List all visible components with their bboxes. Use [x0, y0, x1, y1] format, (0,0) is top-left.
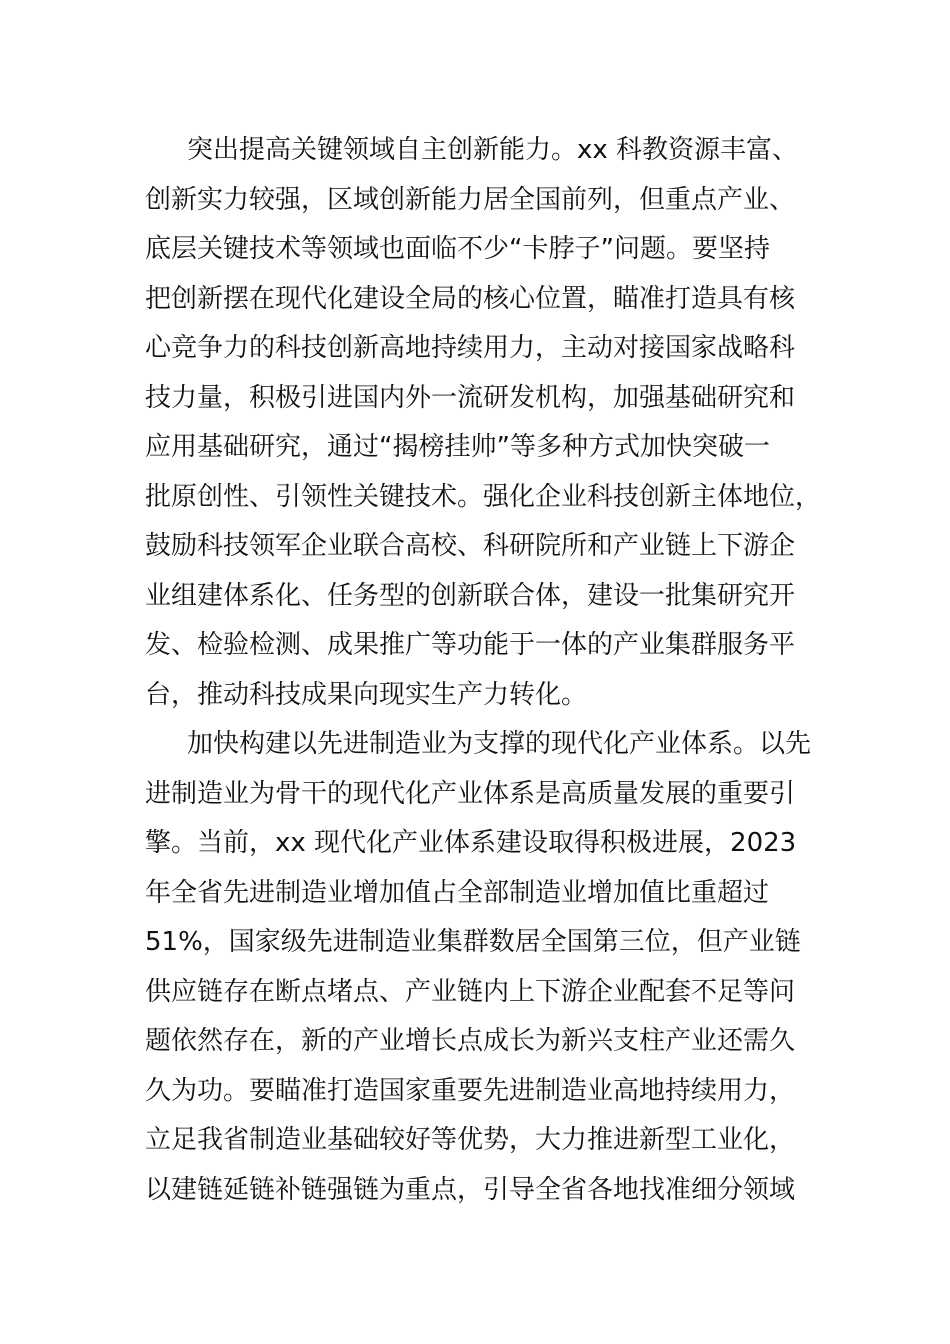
paragraph-line: 供应链存在断点堵点、产业链内上下游企业配套不足等问	[145, 976, 796, 1007]
paragraph-line: 底层关键技术等领域也面临不少“卡脖子”问题。要坚持	[145, 234, 770, 264]
paragraph-line: 51%，国家级先进制造业集群数居全国第三位，但产业链	[145, 927, 801, 957]
paragraph-line: 技力量，积极引进国内外一流研发机构，加强基础研究和	[145, 382, 796, 413]
paragraph-line: 发、检验检测、成果推广等功能于一体的产业集群服务平	[145, 630, 796, 660]
paragraph-line: 进制造业为骨干的现代化产业体系是高质量发展的重要引	[145, 778, 796, 809]
paragraph-line: 创新实力较强，区域创新能力居全国前列，但重点产业、	[145, 184, 796, 215]
paragraph-line: 年全省先进制造业增加值占全部制造业增加值比重超过	[145, 877, 770, 908]
paragraph-line: 台，推动科技成果向现实生产力转化。	[145, 679, 588, 710]
paragraph-line: 应用基础研究，通过“揭榜挂帅”等多种方式加快突破一	[145, 432, 770, 462]
paragraph-line: 以建链延链补链强链为重点，引导全省各地找准细分领域	[145, 1174, 796, 1205]
paragraph-first-line: 突出提高关键领域自主创新能力。xx 科教资源丰富、	[187, 135, 799, 165]
document-body	[145, 126, 825, 1215]
paragraph-line: 立足我省制造业基础较好等优势，大力推进新型工业化，	[145, 1125, 796, 1155]
paragraph-line: 题依然存在，新的产业增长点成长为新兴支柱产业还需久	[145, 1026, 796, 1056]
paragraph-line: 把创新摆在现代化建设全局的核心位置，瞄准打造具有核	[145, 283, 796, 314]
paragraph-line: 业组建体系化、任务型的创新联合体，建设一批集研究开	[145, 580, 796, 611]
paragraph-line: 鼓励科技领军企业联合高校、科研院所和产业链上下游企	[145, 531, 796, 561]
paragraph-line: 久为功。要瞄准打造国家重要先进制造业高地持续用力，	[145, 1075, 796, 1106]
paragraph-first-line: 加快构建以先进制造业为支撑的现代化产业体系。以先	[187, 729, 812, 759]
paragraph-line: 擎。当前，xx 现代化产业体系建设取得积极进展，2023	[145, 828, 797, 858]
paragraph-line: 心竞争力的科技创新高地持续用力，主动对接国家战略科	[145, 333, 796, 363]
paragraph-line: 批原创性、引领性关键技术。强化企业科技创新主体地位，	[145, 481, 822, 512]
